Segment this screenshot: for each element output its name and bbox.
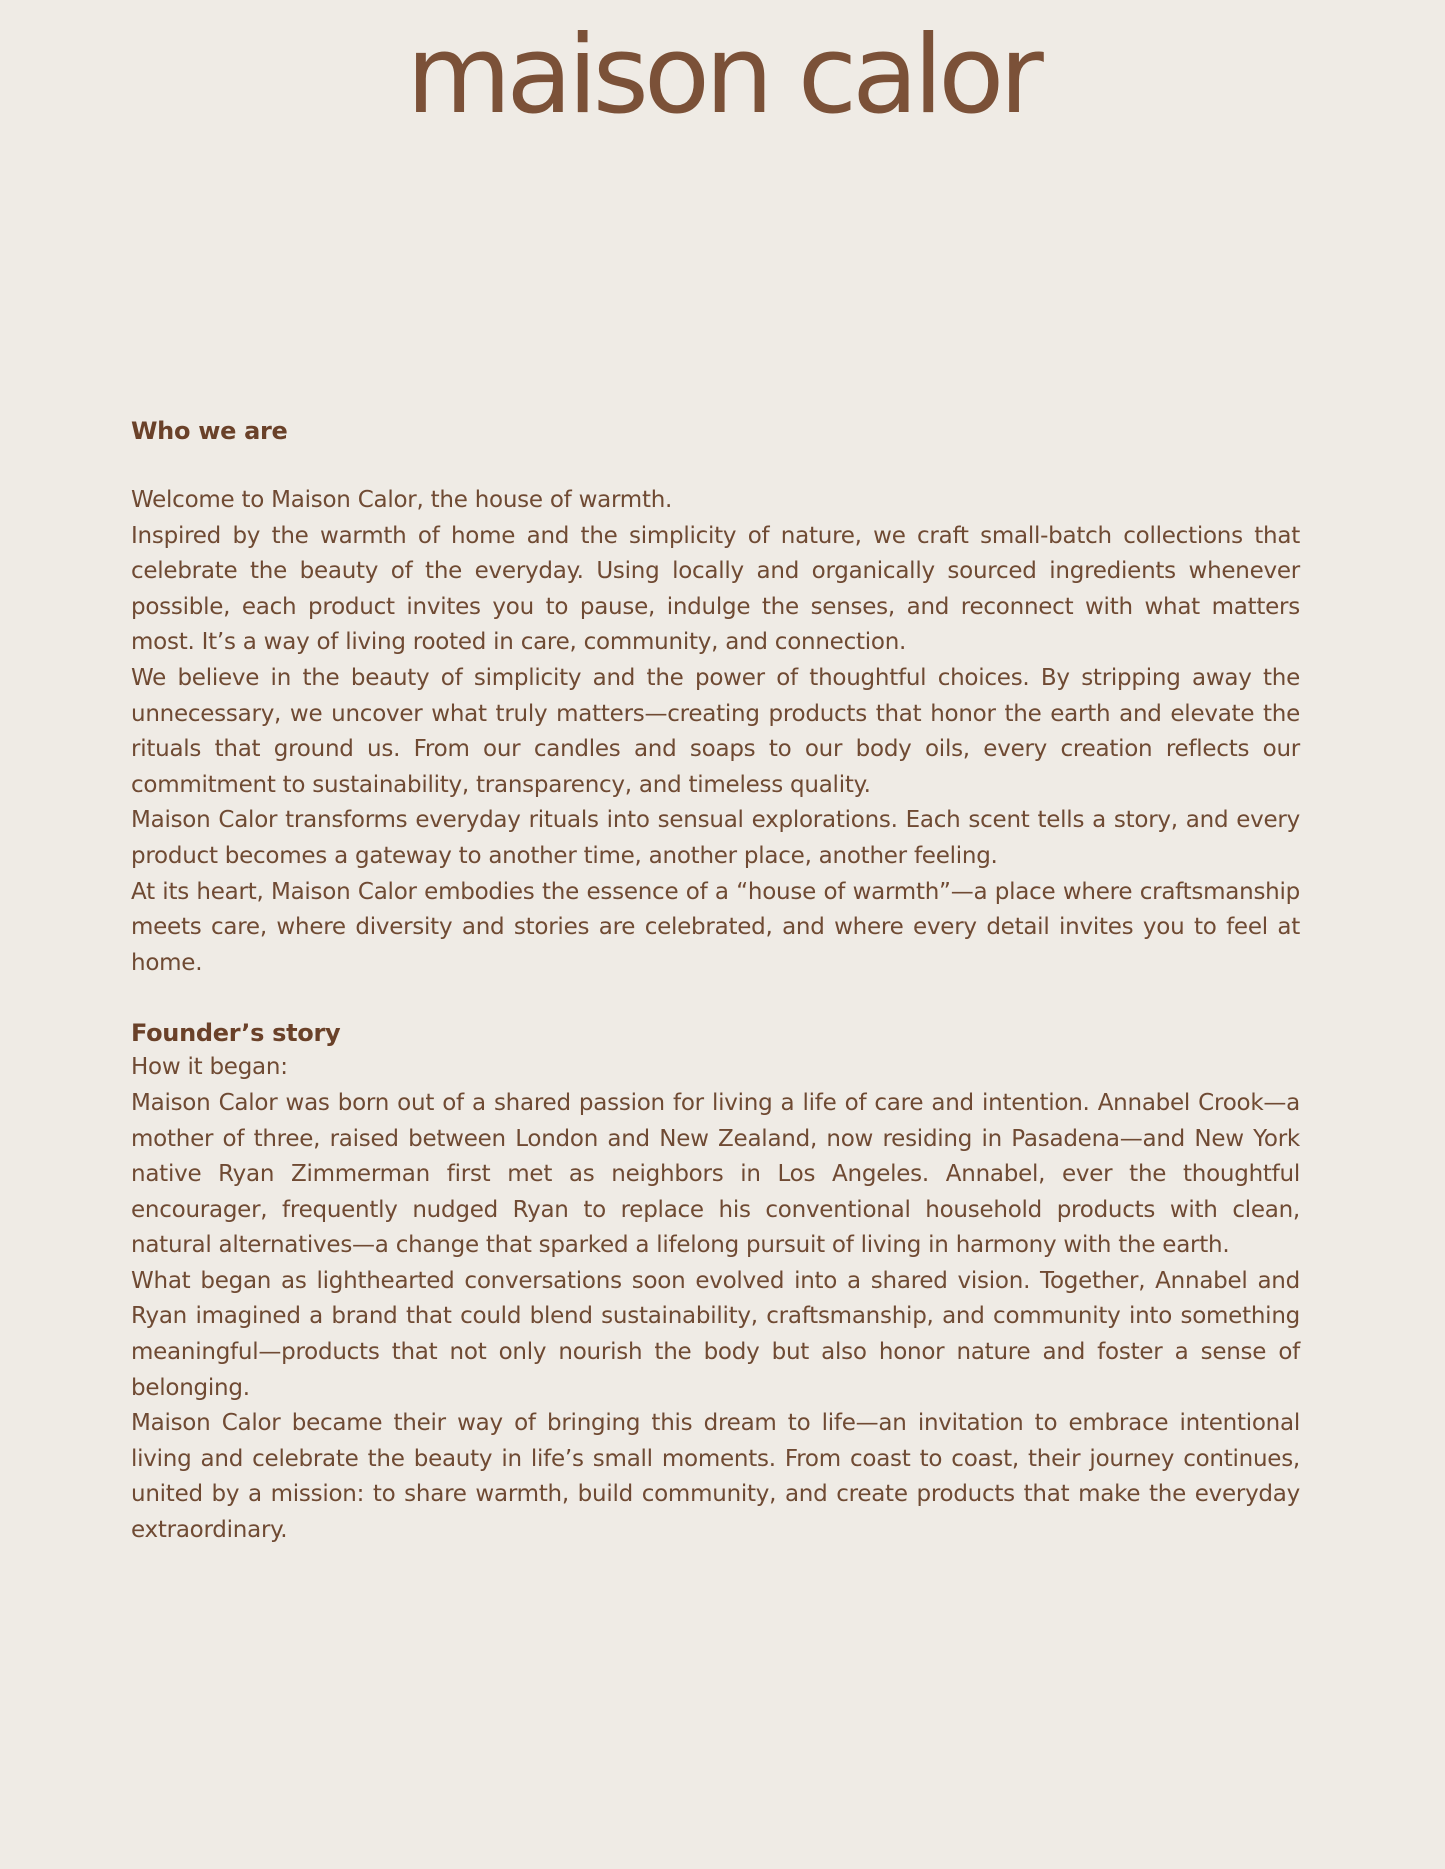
document-body [131, 414, 1300, 1549]
founder-subheading: How it began: [131, 1054, 288, 1081]
founders-story-section [131, 1016, 1300, 1548]
founder-paragraph: Maison Calor was born out of a shared passion for living a life of care and intention. Annabel Crook—a mother of three, raised between London and New Zealand, now residing in Pasadena—and New York native Ryan Zimmerman first met as neighbors in Los Angeles. Annabel, ever the thoughtful encourager, frequently nudged Ryan to replace his conventional household products with clean, natural alternatives—a change that sparked a lifelong pursuit of living in harmony with the earth. [131, 1089, 1300, 1259]
who-we-are-section [131, 414, 1300, 981]
section-heading-who-we-are: Who we are [131, 417, 288, 445]
about-paragraph: Maison Calor transforms everyday rituals into sensual explorations. Each scent tells a story, and every product becomes a gateway to another time, another place, another feeling. [131, 807, 1300, 869]
about-paragraph: We believe in the beauty of simplicity and the power of thoughtful choices. By stripping away the unnecessary, we uncover what truly matters—creating products that honor the earth and elevate the rituals that ground us. From our candles and soaps to our body oils, every creation reflects our commitment to sustainability, transparency, and timeless quality. [131, 664, 1300, 798]
founder-paragraph: Maison Calor became their way of bringing this dream to life—an invitation to embrace intentional living and celebrate the beauty in life’s small moments. From coast to coast, their journey continues, united by a mission: to share warmth, build community, and create products that make the everyday extraordinary. [131, 1410, 1300, 1544]
brand-logo: maison calor [406, 13, 1039, 138]
section-heading-founders-story: Founder’s story [131, 1019, 341, 1048]
about-paragraph: At its heart, Maison Calor embodies the essence of a “house of warmth”—a place where craftsmanship meets care, where diversity and stories are celebrated, and where every detail invites you to feel at home. [131, 878, 1300, 976]
about-paragraph: Welcome to Maison Calor, the house of warmth. [131, 487, 673, 513]
founder-paragraph: What began as lighthearted conversations soon evolved into a shared vision. Together, Annabel and Ryan imagined a brand that could blend sustainability, craftsmanship, and community into something meaningful—products that not only nourish the body but also honor nature and foster a sense of belonging. [131, 1267, 1300, 1401]
about-paragraph: Inspired by the warmth of home and the simplicity of nature, we craft small-batch collections that celebrate the beauty of the everyday. Using locally and organically sourced ingredients whenever possible, each product invites you to pause, indulge the senses, and reconnect with what matters most. It’s a way of living rooted in care, community, and connection. [131, 522, 1300, 656]
